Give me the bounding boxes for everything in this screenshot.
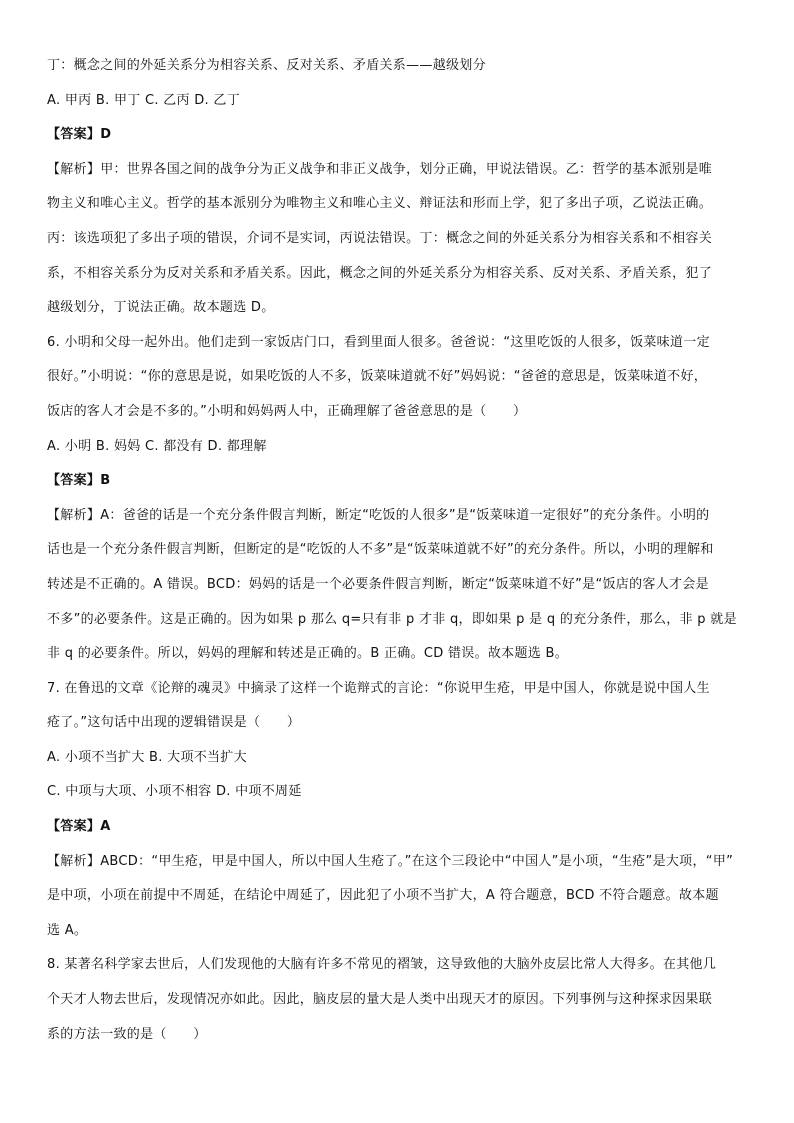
text-line: 物主义和唯心主义。哲学的基本派别分为唯物主义和唯心主义、辩证法和形而上学，犯了多出子项，乙说法正确。 bbox=[47, 196, 713, 212]
option-line: A. 小明 B. 妈妈 C. 都没有 D. 都理解 bbox=[47, 438, 267, 454]
text-line: 丙：该选项犯了多出子项的错误，介词不是实词，丙说法错误。丁：概念之间的外延关系分为相容关系和不相容关 bbox=[47, 230, 713, 246]
option-line: C. 中项与大项、小项不相容 D. 中项不周延 bbox=[47, 784, 302, 800]
text-line: 系的方法一致的是（ ） bbox=[47, 1026, 207, 1042]
answer-line: 【答案】B bbox=[47, 473, 111, 489]
document-page bbox=[47, 53, 757, 1056]
question-line: 6. 小明和父母一起外出。他们走到一家饭店门口，看到里面人很多。爸爸说：“这里吃饭的人很多，饭菜味道一定 bbox=[47, 334, 710, 350]
answer-line: 【答案】A bbox=[47, 819, 111, 835]
text-line: 系，不相容关系分为反对关系和矛盾关系。因此，概念之间的外延关系分为相容关系、反对关系、矛盾关系，犯了 bbox=[47, 265, 713, 281]
option-line: A. 甲丙 B. 甲丁 C. 乙丙 D. 乙丁 bbox=[47, 92, 241, 108]
question-line: 7. 在鲁迅的文章《论辩的魂灵》中摘录了这样一个诡辩式的言论：“你说甲生疮，甲是中国人，你就是说中国人生 bbox=[47, 680, 710, 696]
analysis-line: 【解析】甲：世界各国之间的战争分为正义战争和非正义战争，划分正确，甲说法错误。乙：哲学的基本派别是唯 bbox=[47, 161, 713, 177]
question-line: 8. 某著名科学家去世后，人们发现他的大脑有许多不常见的褶皱，这导致他的大脑外皮层比常人大得多。在其他几 bbox=[47, 957, 717, 973]
text-line: 话也是一个充分条件假言判断，但断定的是“吃饭的人不多”是“饭菜味道就不好”的充分条件。所以，小明的理解和 bbox=[47, 542, 714, 558]
text-line: 个天才人物去世后，发现情况亦如此。因此，脑皮层的量大是人类中出现天才的原因。下列事例与这种探求因果联 bbox=[47, 992, 713, 1008]
text-line: 饭店的客人才会是不多的。”小明和妈妈两人中，正确理解了爸爸意思的是（ ） bbox=[47, 403, 527, 419]
text-line: 越级划分，丁说法正确。故本题选 D。 bbox=[47, 300, 275, 316]
text-line: 丁：概念之间的外延关系分为相容关系、反对关系、矛盾关系——越级划分 bbox=[47, 58, 486, 73]
text-line: 转述是不正确的。A 错误。BCD：妈妈的话是一个必要条件假言判断，断定“饭菜味道不好”是“饭店的客人才会是 bbox=[47, 576, 709, 592]
text-line: 疮了。”这句话中出现的逻辑错误是（ ） bbox=[47, 715, 301, 731]
text-line: 很好。”小明说：“你的意思是说，如果吃饭的人不多，饭菜味道就不好”妈妈说：“爸爸的意思是，饭菜味道不好， bbox=[47, 369, 708, 385]
answer-line: 【答案】D bbox=[47, 127, 112, 143]
analysis-line: 【解析】A：爸爸的话是一个充分条件假言判断，断定“吃饭的人很多”是“饭菜味道一定很好”的充分条件。小明的 bbox=[47, 507, 710, 523]
text-line: 是中项，小项在前提中不周延，在结论中周延了，因此犯了小项不当扩大，A 符合题意，BCD 不符合题意。故本题 bbox=[47, 888, 719, 904]
text-line: 不多”的必要条件。这是正确的。因为如果 p 那么 q=只有非 p 才非 q，即如果 p 是 q 的充分条件，那么，非 p 就是 bbox=[47, 611, 737, 627]
text-line: 非 q 的必要条件。所以，妈妈的理解和转述是正确的。B 正确。CD 错误。故本题选 B。 bbox=[47, 646, 569, 662]
analysis-line: 【解析】ABCD：“甲生疮，甲是中国人，所以中国人生疮了。”在这个三段论中“中国人”是小项，“生疮”是大项，“甲” bbox=[47, 853, 734, 869]
option-line: A. 小项不当扩大 B. 大项不当扩大 bbox=[47, 749, 247, 765]
text-line: 选 A。 bbox=[47, 922, 88, 938]
